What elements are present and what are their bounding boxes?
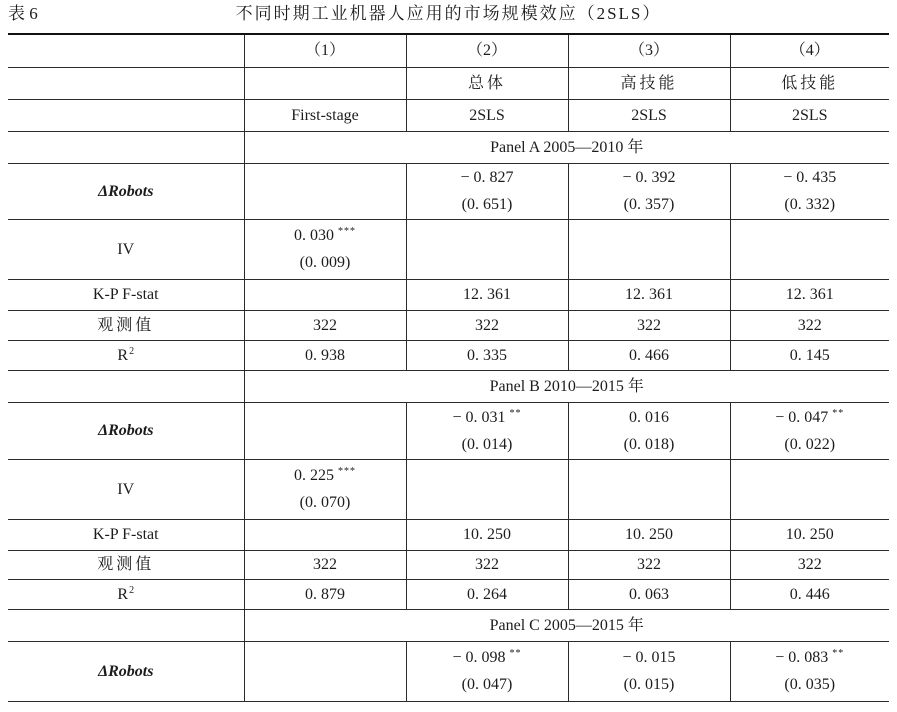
header-empty-cell [8,67,244,99]
standard-error: (0. 009) [299,254,351,271]
panel-b-obs-col1: 322 [244,550,406,579]
standard-error: (0. 651) [461,196,513,213]
coefficient: − 0. 435 [783,169,837,186]
panel-b-obs-col2: 322 [406,550,568,579]
row-label-delta-robots [8,641,244,701]
coefficient: − 0. 098 [452,649,506,666]
panel-b-iv-row [8,459,889,519]
panel-a-delta-robots-col3 [568,163,730,219]
panel-b-delta-robots-col1-empty [244,402,406,459]
column-number-1: （1） [244,34,406,67]
standard-error: (0. 357) [623,196,675,213]
coefficient: 0. 016 [629,408,669,426]
standard-error: (0. 014) [461,435,513,453]
row-label-r2 [8,579,244,609]
coefficient: − 0. 392 [622,169,676,186]
header-row-methods [8,99,889,131]
panel-a-kp-col2: 12. 361 [406,279,568,310]
panel-b-r2-row [8,579,889,609]
significance-stars: ** [832,648,845,659]
standard-error: (0. 035) [784,676,836,693]
panel-a-header-row [8,131,889,163]
panel-c-delta-robots-col3 [568,641,730,701]
sample-label-overall: 总体 [406,67,568,99]
header-corner-cell [8,34,244,67]
coefficient-line [245,462,406,489]
panel-a-delta-robots-col4 [730,163,889,219]
coefficient: − 0. 047 [775,408,829,426]
panel-a-kp-col4: 12. 361 [730,279,889,310]
table-title: 不同时期工业机器人应用的市场规模效应（2SLS） [235,4,662,23]
coefficient-line [731,644,890,671]
panel-a-observations-row [8,310,889,340]
panel-a-obs-col3: 322 [568,310,730,340]
robots-label: Robots [108,422,154,439]
panel-a-r2-col2: 0. 335 [406,340,568,370]
significance-stars: *** [338,226,356,237]
panel-c-delta-robots-row [8,641,889,701]
panel-c-title: Panel C 2005—2015 年 [244,609,889,641]
standard-error: (0. 015) [623,676,675,693]
panel-a-title: Panel A 2005—2010 年 [244,131,889,163]
panel-a-label-empty [8,131,244,163]
row-label-r2 [8,340,244,370]
panel-a-iv-col4-empty [730,219,889,279]
panel-b-kp-col4: 10. 250 [730,519,889,550]
panel-a-delta-robots-col1-empty [244,163,406,219]
panel-b-kp-col2: 10. 250 [406,519,568,550]
panel-b-delta-robots-col3 [568,402,730,459]
panel-b-title: Panel B 2010—2015 年 [244,370,889,402]
panel-c-delta-robots-col4 [730,641,889,701]
coefficient: − 0. 031 [452,408,506,426]
r2-exponent: 2 [129,584,135,596]
r2-letter: R [117,346,129,364]
row-label-iv: IV [8,219,244,279]
standard-error: (0. 070) [299,494,351,511]
coefficient-line [731,404,890,431]
significance-stars: *** [338,466,356,477]
r2-exponent: 2 [129,345,135,357]
sample-col1-empty [244,67,406,99]
panel-b-delta-robots-col2 [406,402,568,459]
column-number-2: （2） [406,34,568,67]
significance-stars: ** [832,407,845,419]
panel-c-label-empty [8,609,244,641]
panel-a-iv-col1 [244,219,406,279]
panel-a-r2-col3: 0. 466 [568,340,730,370]
panel-a-r2-col1: 0. 938 [244,340,406,370]
r2-letter: R [117,585,129,603]
panel-b-r2-col3: 0. 063 [568,579,730,609]
panel-a-kp-col3: 12. 361 [568,279,730,310]
row-label-iv: IV [8,459,244,519]
panel-b-iv-col4-empty [730,459,889,519]
coefficient: − 0. 827 [460,169,514,186]
panel-b-delta-robots-row [8,402,889,459]
coefficient: − 0. 015 [622,649,676,666]
panel-a-kp-row [8,279,889,310]
panel-a-kp-col1-empty [244,279,406,310]
method-col1: First-stage [244,99,406,131]
panel-b-iv-col3-empty [568,459,730,519]
table-label: 表 6 [8,4,38,23]
panel-a-r2-row [8,340,889,370]
panel-b-kp-col3: 10. 250 [568,519,730,550]
panel-b-obs-col3: 322 [568,550,730,579]
standard-error: (0. 018) [623,435,675,453]
delta-symbol: Δ [98,182,109,200]
coefficient: 0. 225 [294,467,334,484]
panel-b-label-empty [8,370,244,402]
standard-error: (0. 332) [784,196,836,213]
panel-a-delta-robots-row [8,163,889,219]
panel-a-iv-row [8,219,889,279]
panel-b-kp-col1-empty [244,519,406,550]
header-empty-cell [8,99,244,131]
standard-error: (0. 022) [784,435,836,453]
panel-a-delta-robots-col2 [406,163,568,219]
column-number-4: （4） [730,34,889,67]
row-label-kp-f-stat: K-P F-stat [8,519,244,550]
method-col4: 2SLS [730,99,889,131]
coefficient: 0. 030 [294,227,334,244]
row-label-kp-f-stat: K-P F-stat [8,279,244,310]
robots-label: Robots [108,182,154,200]
column-number-3: （3） [568,34,730,67]
coefficient: − 0. 083 [775,649,829,666]
delta-symbol: Δ [98,662,109,680]
standard-error: (0. 047) [461,676,513,693]
method-col3: 2SLS [568,99,730,131]
panel-b-iv-col1 [244,459,406,519]
header-row-column-numbers [8,34,889,67]
panel-c-delta-robots-col2 [406,641,568,701]
panel-b-kp-row [8,519,889,550]
panel-c-header-row [8,609,889,641]
coefficient-line [407,644,568,671]
panel-a-obs-col2: 322 [406,310,568,340]
coefficient-line [245,222,406,249]
panel-b-r2-col2: 0. 264 [406,579,568,609]
panel-b-iv-col2-empty [406,459,568,519]
panel-a-obs-col4: 322 [730,310,889,340]
sample-label-low-skill: 低技能 [730,67,889,99]
coefficient-line [407,404,568,431]
panel-b-observations-row [8,550,889,579]
panel-b-header-row [8,370,889,402]
row-label-observations: 观测值 [8,550,244,579]
header-row-samples [8,67,889,99]
panel-a-r2-col4: 0. 145 [730,340,889,370]
panel-c-delta-robots-col1-empty [244,641,406,701]
panel-b-obs-col4: 322 [730,550,889,579]
row-label-delta-robots [8,402,244,459]
panel-b-r2-col4: 0. 446 [730,579,889,609]
panel-b-delta-robots-col4 [730,402,889,459]
panel-a-obs-col1: 322 [244,310,406,340]
panel-a-iv-col2-empty [406,219,568,279]
significance-stars: ** [509,648,522,659]
panel-a-iv-col3-empty [568,219,730,279]
row-label-delta-robots [8,163,244,219]
regression-table [8,33,889,702]
significance-stars: ** [509,407,522,419]
delta-symbol: Δ [98,422,109,439]
row-label-observations: 观测值 [8,310,244,340]
robots-label: Robots [108,662,154,680]
sample-label-high-skill: 高技能 [568,67,730,99]
method-col2: 2SLS [406,99,568,131]
panel-b-r2-col1: 0. 879 [244,579,406,609]
